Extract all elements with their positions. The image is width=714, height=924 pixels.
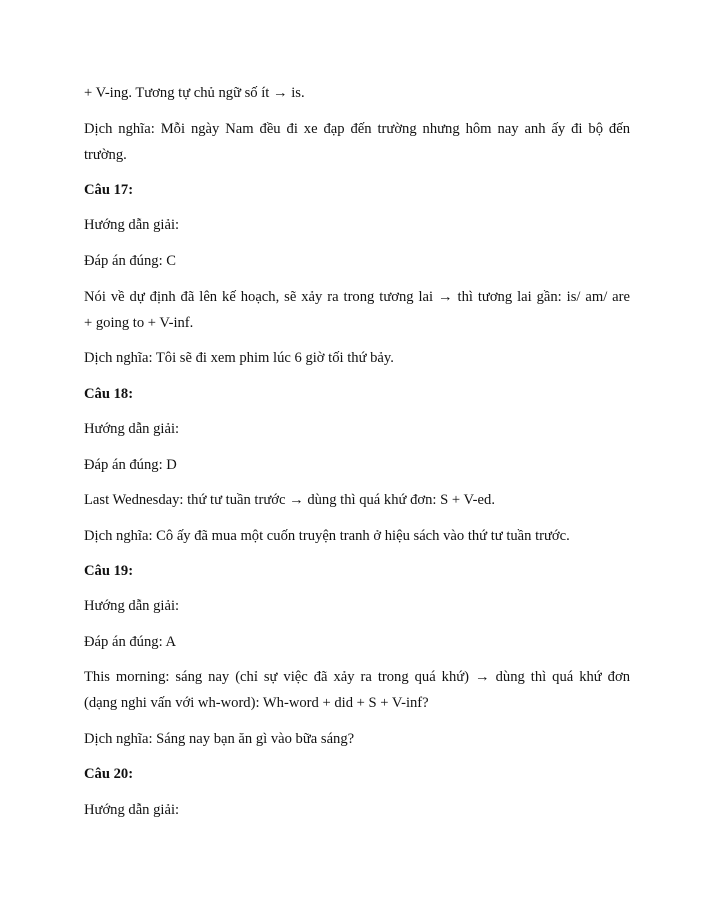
answer-line: Đáp án đúng: D	[84, 457, 177, 473]
explanation-line: Last Wednesday: thứ tư tuần trước → dùng thì quá khứ đơn: S + V-ed.	[84, 492, 495, 508]
question-heading: Câu 20:	[84, 766, 134, 782]
text-line: + V-ing. Tương tự chủ ngữ số ít → is.	[84, 85, 305, 101]
question-heading: Câu 18:	[84, 386, 134, 402]
translation-line: Dịch nghĩa: Cô ấy đã mua một cuốn truyện tranh ở hiệu sách vào thứ tư tuần trước.	[84, 528, 570, 544]
answer-line: Đáp án đúng: A	[84, 634, 177, 650]
solution-label: Hướng dẫn giải:	[84, 421, 180, 437]
explanation-line: This morning: sáng nay (chỉ sự việc đã xảy ra trong quá khứ) → dùng thì quá khứ đơn	[84, 669, 630, 685]
translation-line: Dịch nghĩa: Mỗi ngày Nam đều đi xe đạp đến trường nhưng hôm nay anh ấy đi bộ đến	[84, 121, 630, 137]
solution-label: Hướng dẫn giải:	[84, 598, 180, 614]
solution-label: Hướng dẫn giải:	[84, 802, 180, 818]
question-heading: Câu 19:	[84, 563, 134, 579]
answer-line: Đáp án đúng: C	[84, 253, 177, 269]
text-line: trường.	[84, 147, 127, 163]
explanation-line: (dạng nghi vấn với wh-word): Wh-word + did + S + V-inf?	[84, 695, 429, 711]
explanation-line: Nói về dự định đã lên kế hoạch, sẽ xảy ra trong tương lai → thì tương lai gần: is/ am/ are	[84, 289, 630, 305]
solution-label: Hướng dẫn giải:	[84, 217, 180, 233]
question-heading: Câu 17:	[84, 182, 134, 198]
translation-line: Dịch nghĩa: Tôi sẽ đi xem phim lúc 6 giờ tối thứ bảy.	[84, 350, 394, 366]
translation-line: Dịch nghĩa: Sáng nay bạn ăn gì vào bữa sáng?	[84, 731, 355, 747]
explanation-line: + going to + V-inf.	[84, 315, 194, 331]
